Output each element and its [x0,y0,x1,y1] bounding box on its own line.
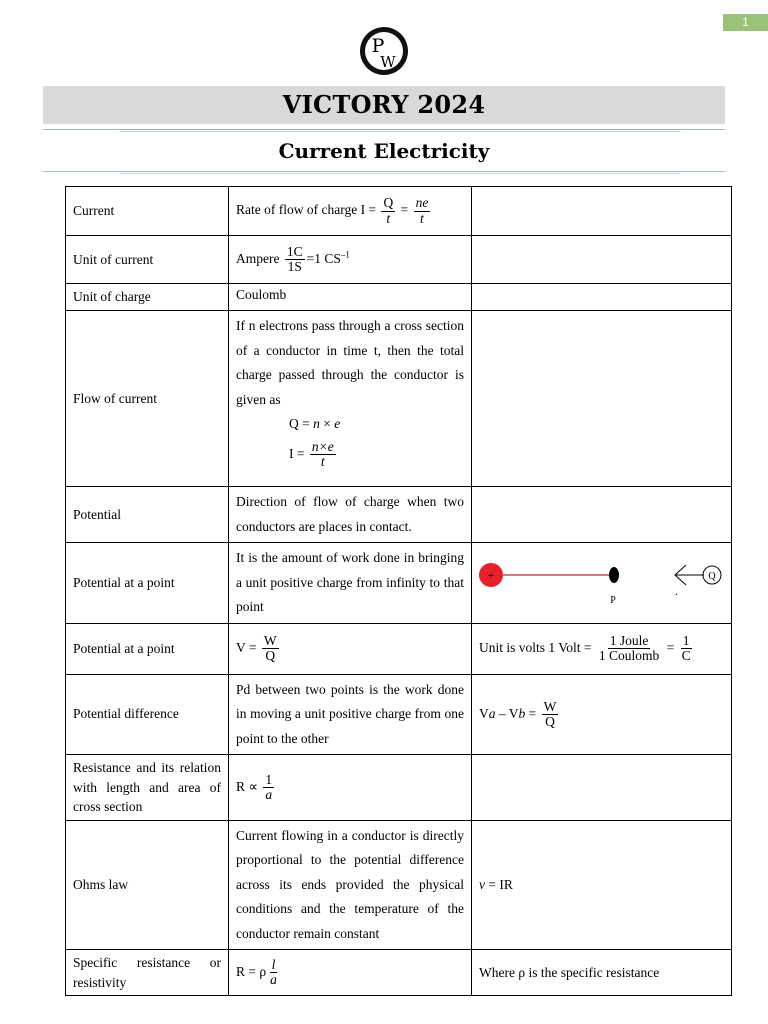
extra-cell [472,284,732,311]
formula-lhs: I = [289,445,305,461]
definition-cell [229,950,472,996]
fraction [542,700,559,729]
formula-rest: = IR [485,876,513,892]
definition-cell [229,487,472,543]
term-cell: Unit of charge [66,284,229,311]
extra-cell: Where ρ is the specific resistance [472,950,732,996]
unit-text: =1 CS [306,250,341,266]
formula-lhs: R ∝ [236,778,259,794]
table-row [66,674,732,755]
definition-cell [229,543,472,624]
formula-lhs: V = [236,639,257,655]
definition-cell: Coulomb [229,284,472,311]
definition-cell [229,820,472,950]
divider [43,171,725,172]
denominator: 1S [287,259,302,274]
fraction [414,196,431,225]
term-cell: Current [66,187,229,236]
equals-sign: = [400,202,409,218]
extra-cell [472,755,732,821]
numerator: l [271,956,276,972]
extra-cell [472,623,732,674]
unit-text: Unit is volts 1 Volt = [479,639,592,655]
definition-cell [229,755,472,821]
denominator: Q [265,648,276,663]
table-row [66,623,732,674]
dot-mark: . [675,583,678,598]
fraction [597,634,661,663]
times-sign: × [323,416,331,431]
term-cell: Ohms law [66,820,229,950]
formula-sub-a: a [488,705,496,721]
charge-q-label: Q [708,570,716,582]
divider [120,173,680,174]
numerator: ne [415,195,429,211]
page-title: VICTORY 2024 [43,86,725,124]
table-row [66,543,732,624]
fraction [263,773,274,802]
definitions-table [65,186,732,996]
diagram-cell [472,543,732,624]
fraction [381,196,395,225]
definition-cell [229,311,472,487]
formula-q [236,412,464,436]
potential-diagram [472,545,730,617]
numerator: 1 Joule [609,632,649,648]
numerator: 1 [265,771,273,787]
fraction [285,245,305,274]
logo-letter-p: P [371,35,385,57]
denominator: a [265,786,273,802]
section-title: Current Electricity [278,139,490,163]
definition-text: Ampere [236,250,280,266]
extra-cell [472,674,732,755]
definition-text: If n electrons pass through a cross section of a conductor in time t, then the total charge passed through the conductor is given as [236,318,464,407]
fraction [680,634,693,663]
term-cell: Resistance and its relation with length and area of cross section [66,755,229,821]
definition-text: Pd between two points is the work done in moving a unit positive charge from one point to the other [236,681,464,746]
definition-cell [229,623,472,674]
page-number-badge: 1 [723,14,768,31]
numerator: 1 [682,632,690,648]
formula-v: V [479,705,489,721]
definition-text: Current flowing in a conductor is directly proportional to the potential difference across its ends provided the physical conditions and the temperature of the conductor remain constant [236,827,464,941]
logo-letter-w: W [380,53,396,71]
formula-lhs: Q = [289,416,310,431]
divider [120,131,680,132]
table-row [66,487,732,543]
formula-v: v [479,876,485,892]
table-row [66,236,732,284]
definition-text: Direction of flow of charge when two conductors are places in contact. [236,494,464,534]
definition-cell [229,236,472,284]
extra-cell [472,311,732,487]
term-cell: Potential [66,487,229,543]
denominator: t [420,210,424,226]
formula-i [236,440,464,469]
denominator: 1 Coulomb [598,648,660,663]
point-p [609,567,619,583]
extra-cell [472,236,732,284]
denominator: t [386,210,391,226]
term-cell: Potential difference [66,674,229,755]
numerator: W [543,698,557,714]
term-cell: Potential at a point [66,623,229,674]
denominator: t [320,454,325,470]
extra-cell [472,820,732,950]
equals-sign: = [525,705,537,721]
superscript: –1 [340,249,350,260]
extra-cell [472,187,732,236]
numerator: n×e [311,439,334,454]
fraction [310,440,336,469]
table-row [66,755,732,821]
definition-cell [229,187,472,236]
denominator: Q [545,713,555,729]
formula-sub-b: b [518,705,526,721]
table-row [66,311,732,487]
term-cell: Flow of current [66,311,229,487]
term-cell: Unit of current [66,236,229,284]
table-row [66,187,732,236]
formula-var-e: e [334,416,341,431]
term-cell: Specific resistance or resistivity [66,950,229,996]
point-p-label: P [610,594,616,606]
formula-minus: – V [498,705,519,721]
plus-sign: + [487,569,495,582]
fraction [262,634,279,663]
numerator: W [263,632,277,648]
divider [43,129,725,130]
table-row [66,284,732,311]
table-row [66,950,732,996]
denominator: a [270,972,277,987]
fraction [268,958,279,987]
numerator: Q [383,195,394,211]
formula-var-n: n [313,416,320,431]
extra-cell [472,487,732,543]
definition-text: Rate of flow of charge I = [236,202,377,218]
equals-sign: = [666,639,675,655]
table-row [66,820,732,950]
pw-logo [359,26,409,76]
numerator: 1C [286,243,303,259]
term-cell: Potential at a point [66,543,229,624]
definition-text: It is the amount of work done in bringing a unit positive charge from infinity to that point [236,550,464,614]
denominator: C [681,648,691,663]
definition-cell [229,674,472,755]
formula-lhs: R = ρ [236,963,267,979]
